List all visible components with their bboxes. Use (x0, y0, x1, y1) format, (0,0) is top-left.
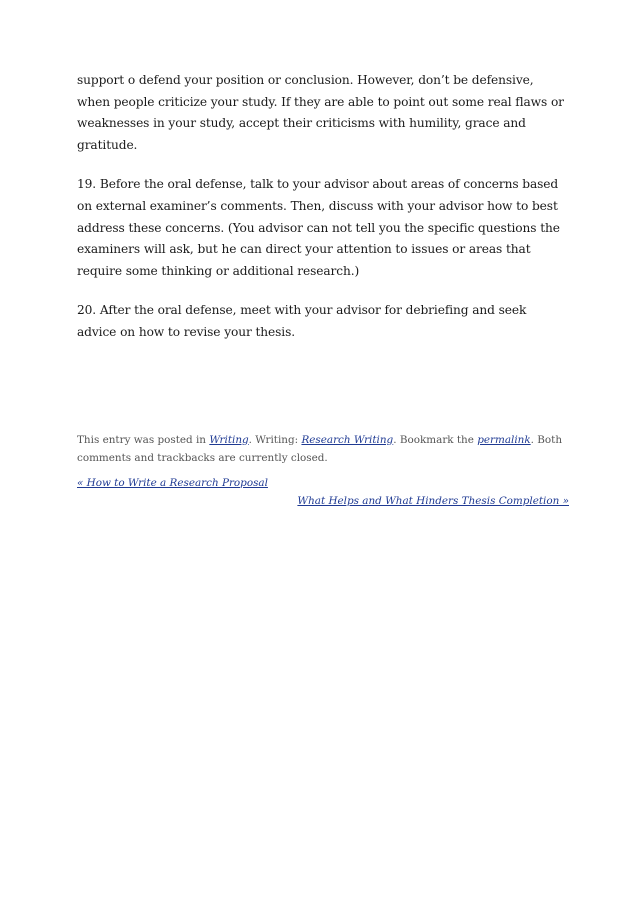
entry-meta-bookmark-prefix: . Bookmark the (393, 433, 478, 446)
post-navigation (77, 474, 569, 510)
paragraph-tip-19: 19. Before the oral defense, talk to your advisor about areas of concerns based on external examiner’s comments. Then, discuss with your advisor how to best address these concerns. (You advisor can not tell you the specific questions the examiners will ask, but he can direct your attention to issues or areas that require some thinking or additional research.) (77, 177, 560, 278)
tag-link[interactable]: Research Writing (301, 433, 394, 446)
permalink-link[interactable]: permalink (477, 433, 531, 446)
document-page (77, 70, 569, 510)
paragraph-defend-position: support o defend your position or conclusion. However, don’t be defensive, when people criticize your study. If they are able to point out some real flaws or weaknesses in your study, accept their criticisms with humility, grace and gratitude. (77, 73, 564, 152)
blank-space (77, 362, 569, 431)
next-post-link[interactable]: What Helps and What Hinders Thesis Completion » (297, 494, 569, 507)
entry-meta-suffix: . Both comments and trackbacks are currently closed. (77, 433, 563, 464)
category-link[interactable]: Writing (209, 433, 249, 446)
entry-meta-tag-prefix: . Writing: (248, 433, 302, 446)
entry-meta-prefix: This entry was posted in (77, 433, 210, 446)
previous-post-link[interactable]: « How to Write a Research Proposal (77, 476, 268, 489)
entry-meta (77, 431, 569, 467)
paragraph-tip-20: 20. After the oral defense, meet with your advisor for debriefing and seek advice on how to revise your thesis. (77, 303, 527, 339)
